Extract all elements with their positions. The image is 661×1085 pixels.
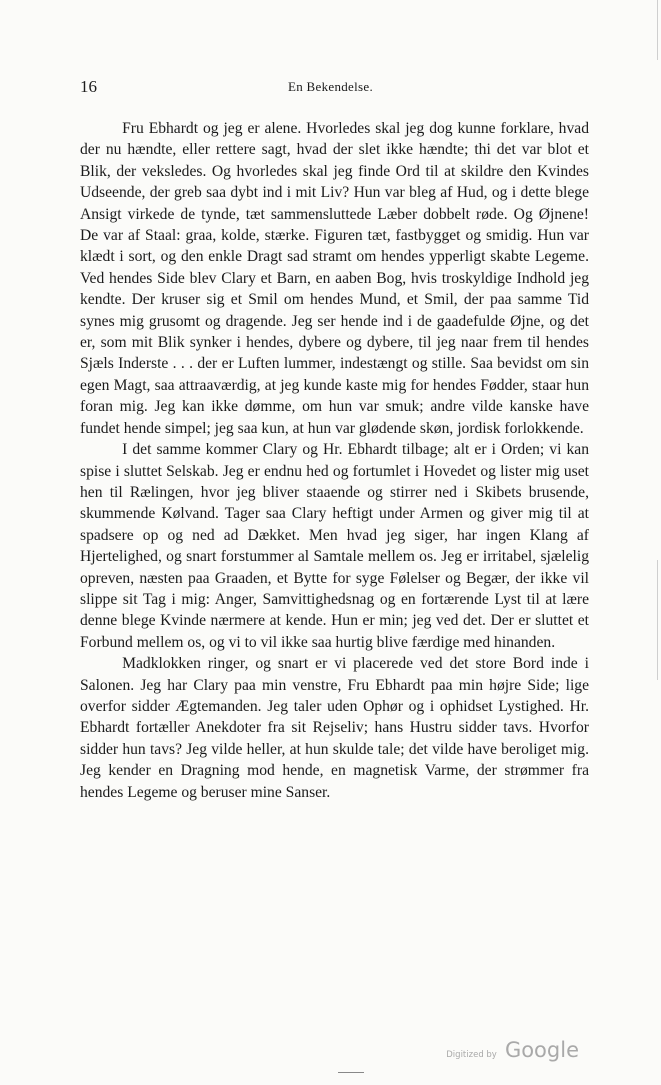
paragraph: Fru Ebhardt og jeg er alene. Hvorledes skal jeg dog kunne forklare, hvad der nu hændte, eller rettere sagt, hvad der slet ikke hændte; thi det var blot et Blik, der veksledes. Og hvorledes skal jeg finde Ord til at skildre den Kvindes Udseende, der greb saa dybt ind i mit Liv? Hun var bleg af Hud, og i dette blege Ansigt virkede de tynde, tæt sammensluttede Læber dobbelt røde. Og Øjnene! De var af Staal: graa, kolde, stærke. Figuren tæt, fastbygget og smidig. Hun var klædt i sort, og den enkle Dragt sad stramt om hendes ypperligt skabte Legeme. Ved hendes Side blev Clary et Barn, en aaben Bog, hvis troskyldige Indhold jeg kendte. Der kruser sig et Smil om hendes Mund, et Smil, der paa samme Tid synes mig grusomt og dragende. Jeg ser hende ind i de gaadefulde Øjne, og det er, som mit Blik synker i hendes, dybere og dybere, til jeg naar frem til hendes Sjæls Inderste . . . der er Luften lummer, indestængt og stille. Saa bevidst om sin egen Magt, saa attraaværdig, at jeg kunde kaste mig for hendes Fødder, staar hun foran mig. Jeg kan ikke dømme, om hun var smuk; andre vilde kanske have fundet hende simpel; jeg saa kun, at hun var glødende skøn, jordisk forlokkende. (80, 120, 589, 437)
running-head: En Bekendelse. (287, 79, 374, 94)
google-logo: Google (504, 1038, 579, 1062)
paragraph: I det samme kommer Clary og Hr. Ebhardt tilbage; alt er i Orden; vi kan spise i sluttet Selskab. Jeg er endnu hed og fortumlet i Hovedet og lister mig uset hen til Rælingen, hvor jeg bliver staaende og stirrer ned i Skibets brusende, skummende Kølvand. Tager saa Clary heftigt under Armen og giver mig til at spadsere op og ned ad Dækket. Men hvad jeg siger, har ingen Klang af Hjertelighed, og snart forstummer al Samtale mellem os. Jeg er irritabel, sjælelig opreven, næsten paa Graaden, et Bytte for syge Følelser og Begær, der ikke vil slippe sit Tag i mig: Anger, Samvittighedsnag og en fortærende Lyst til at lære denne blege Kvinde nærmere at kende. Hun er min; jeg ved det. Der er sluttet et Forbund mellem os, og vi to vil ikke saa hurtig blive færdige med hinanden. (80, 441, 589, 651)
watermark-caption: Digitized by (446, 1050, 497, 1060)
page-edge-mark (657, 0, 658, 60)
paragraph: Madklokken ringer, og snart er vi placerede ved det store Bord inde i Salonen. Jeg har Clary paa min venstre, Fru Ebhardt paa min højre Side; lige overfor sidder Ægtemanden. Jeg taler uden Ophør og i ophidset Lystighed. Hr. Ebhardt fortæller Anekdoter fra sit Rejseliv; hans Hustru sidder tavs. Hvorfor sidder hun tavs? Jeg vilde heller, at hun skulde tale; det vilde have beroliget mig. Jeg kender en Dragning mod hende, en magnetisk Varme, der strømmer fra hendes Legeme og beruser mine Sanser. (80, 655, 589, 801)
page-number: 16 (80, 77, 97, 96)
body-text (80, 118, 589, 803)
bottom-rule (338, 1072, 364, 1073)
page-edge-mark (657, 560, 658, 680)
digitization-watermark (446, 1038, 579, 1062)
